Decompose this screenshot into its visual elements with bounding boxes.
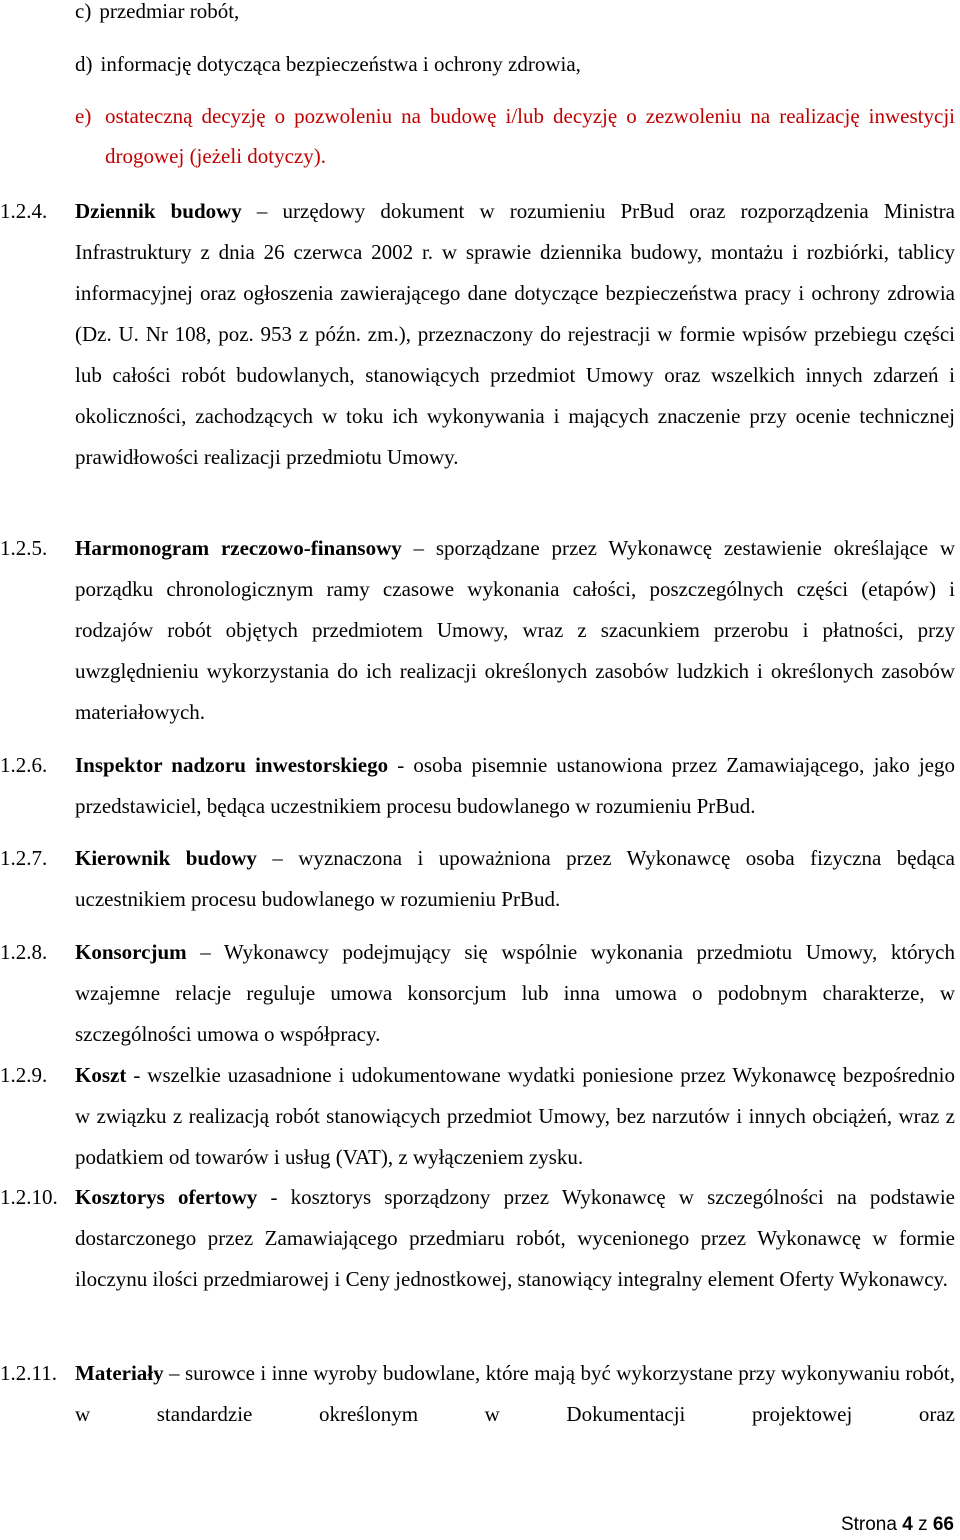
definition-1-2-8 — [0, 932, 955, 1055]
definition-body — [75, 838, 955, 920]
footer-label: Strona — [840, 1514, 897, 1535]
definition-1-2-6 — [0, 745, 955, 827]
definition-term: Harmonogram rzeczowo-finansowy — [75, 536, 402, 560]
footer-separator: z — [918, 1514, 928, 1535]
definition-1-2-11 — [0, 1353, 955, 1435]
definition-body — [75, 1353, 955, 1435]
list-text: ostateczną decyzję o pozwoleniu na budowę i/lub decyzję o zezwoleniu na realizację inwestycji drogowej (jeżeli dotyczy). — [105, 104, 955, 168]
definition-1-2-5 — [0, 528, 955, 733]
section-number: 1.2.9. — [0, 1063, 48, 1087]
footer-page-number: 4 — [902, 1514, 913, 1535]
page-footer — [841, 1514, 954, 1536]
definition-body — [75, 932, 955, 1055]
definition-1-2-4 — [0, 191, 955, 478]
definition-body — [75, 1055, 955, 1178]
section-number: 1.2.7. — [0, 846, 48, 870]
definition-term: Koszt — [75, 1063, 127, 1087]
definition-text: - kosztorys sporządzony przez Wykonawcę w szczególności na podstawie dostarczonego przez Zamawiającego przedmiaru robót, wycenionego przez Wykonawcę w formie iloczynu ilości przedmiarowej i Ceny jednostkowej, stanowiący integralny element Oferty Wykonawcy. — [75, 1185, 956, 1291]
list-text: informację dotycząca bezpieczeństwa i ochrony zdrowia, — [100, 52, 581, 76]
section-number: 1.2.11. — [0, 1361, 57, 1385]
definition-term: Konsorcjum — [75, 940, 187, 964]
definition-text: - osoba pisemnie ustanowiona przez Zamawiającego, jako jego przedstawiciel, będąca uczestnikiem procesu budowlanego w rozumieniu PrBud. — [75, 753, 956, 818]
section-number: 1.2.5. — [0, 536, 48, 560]
section-number: 1.2.10. — [0, 1185, 58, 1209]
definition-body — [75, 528, 955, 733]
definition-text: – urzędowy dokument w rozumieniu PrBud oraz rozporządzenia Ministra Infrastruktury z dnia 26 czerwca 2002 r. w sprawie dziennika budowy, montażu i rozbiórki, tablicy informacyjnej oraz ogłoszenia zawierającego dane dotyczące bezpieczeństwa pracy i ochrony zdrowia (Dz. U. Nr 108, poz. 953 z późn. zm.), przeznaczony do rejestracji w formie wpisów przebiegu części lub całości robót budowlanych, stanowiących przedmiot Umowy oraz wszelkich innych zdarzeń i okoliczności, zachodzących w toku ich wykonywania i mających znaczenie przy ocenie technicznej prawidłowości realizacji przedmiotu Umowy. — [75, 199, 955, 469]
definition-1-2-9 — [0, 1055, 955, 1178]
definition-term: Kierownik budowy — [75, 846, 257, 870]
definition-term: Materiały — [75, 1361, 164, 1385]
list-item-e — [75, 96, 955, 176]
list-marker: c) — [75, 0, 92, 23]
definition-body — [75, 745, 955, 827]
list-text: przedmiar robót, — [99, 0, 240, 23]
definition-text: – surowce i inne wyroby budowlane, które mają być wykorzystane przy wykonywaniu robót, w standardzie określonym w Dokumentacji projektowej oraz — [75, 1361, 955, 1426]
list-item-d — [75, 44, 955, 84]
definition-term: Inspektor nadzoru inwestorskiego — [75, 753, 389, 777]
list-marker: e) — [75, 104, 92, 128]
definition-term: Dziennik budowy — [75, 199, 242, 223]
definition-term: Kosztorys ofertowy — [75, 1185, 258, 1209]
definition-text: – sporządzane przez Wykonawcę zestawienie określające w porządku chronologicznym ramy czasowe wykonania całości, poszczególnych części (etapów) i rodzajów robót objętych przedmiotem Umowy, wraz z szacunkiem przerobu i płatności, przy uwzględnieniu wykorzystania do ich realizacji określonych zasobów ludzkich i określonych zasobów materiałowych. — [75, 536, 955, 724]
definition-body — [75, 191, 955, 478]
section-number: 1.2.4. — [0, 199, 48, 223]
list-item-c — [75, 0, 955, 31]
definition-text: – Wykonawcy podejmujący się wspólnie wykonania przedmiotu Umowy, których wzajemne relacje reguluje umowa konsorcjum lub inna umowa o podobnym charakterze, w szczególności umowa o współpracy. — [75, 940, 955, 1046]
list-marker: d) — [75, 52, 93, 76]
definition-1-2-7 — [0, 838, 955, 920]
definition-text: - wszelkie uzasadnione i udokumentowane wydatki poniesione przez Wykonawcę bezpośrednio w związku z realizacją robót stanowiących przedmiot Umowy, bez narzutów i innych obciążeń, wraz z podatkiem od towarów i usług (VAT), z wyłączeniem zysku. — [75, 1063, 955, 1169]
definition-body — [75, 1177, 955, 1300]
footer-page-total: 66 — [932, 1514, 954, 1535]
section-number: 1.2.6. — [0, 753, 48, 777]
definition-1-2-10 — [0, 1177, 955, 1300]
section-number: 1.2.8. — [0, 940, 48, 964]
definition-text: – wyznaczona i upoważniona przez Wykonawcę osoba fizyczna będąca uczestnikiem procesu budowlanego w rozumieniu PrBud. — [75, 846, 955, 911]
